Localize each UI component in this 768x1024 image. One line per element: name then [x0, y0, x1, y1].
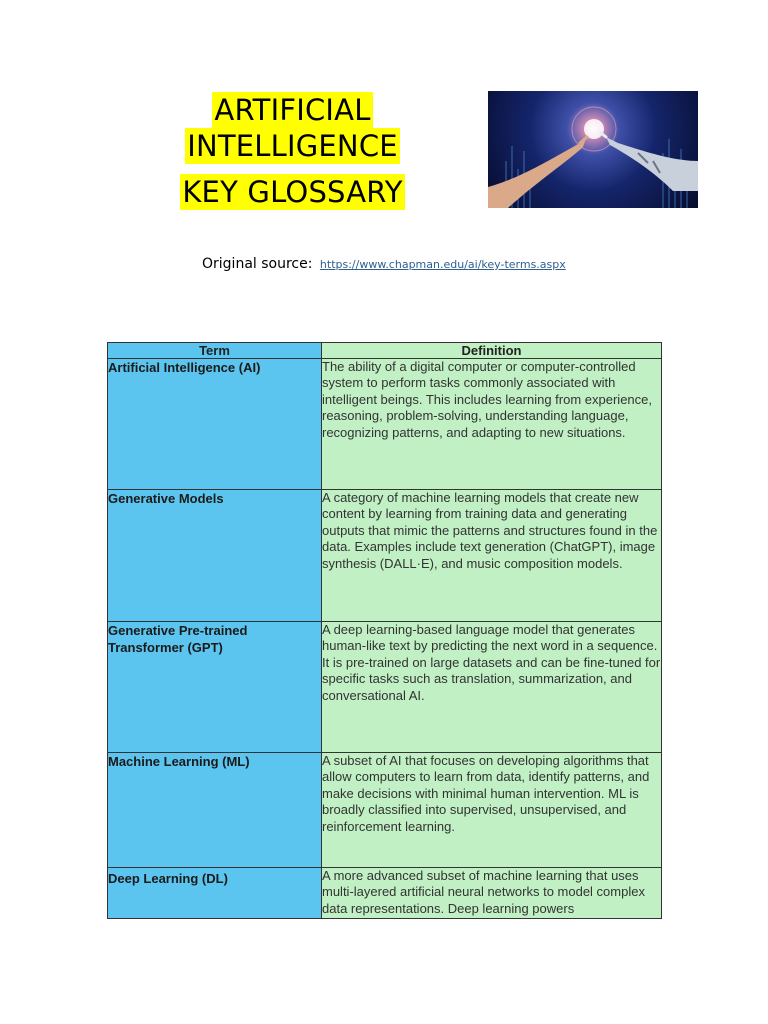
term-cell: Generative Models: [108, 490, 322, 622]
document-title: [150, 88, 435, 210]
definition-cell: A subset of AI that focuses on developing algorithms that allow computers to learn from data, identify patterns, and make decisions with minimal human intervention. ML is broadly classified into supervised, unsupervised, and reinforcement learning.: [322, 753, 662, 868]
table-row: [108, 490, 662, 622]
source-link[interactable]: https://www.chapman.edu/ai/key-terms.aspx: [319, 258, 566, 271]
definition-cell: The ability of a digital computer or computer-controlled system to perform tasks commonly associated with intelligent beings. This includes learning from experience, reasoning, problem-solving, understanding language, recognizing patterns, and adapting to new situations.: [322, 359, 662, 490]
term-cell: Generative Pre-trained Transformer (GPT): [108, 622, 322, 753]
source-label: Original source:: [202, 256, 313, 272]
table-row: [108, 622, 662, 753]
definition-text: A more advanced subset of machine learning that uses multi-layered artificial neural networks to model complex data representations. Deep learning powers: [322, 868, 645, 916]
table-row: [108, 359, 662, 490]
term-column-header: Term: [108, 343, 322, 359]
definition-cell: A deep learning-based language model that generates human-like text by predicting the next word in a sequence. It is pre-trained on large datasets and can be fine-tuned for specific tasks such as translation, summarization, and conversational AI.: [322, 622, 662, 753]
table-row: [108, 868, 662, 919]
term-cell: Deep Learning (DL): [108, 868, 322, 919]
glossary-table: [107, 342, 662, 919]
title-line-2: INTELLIGENCE: [187, 129, 398, 163]
definition-column-header: Definition: [322, 343, 662, 359]
title-line-1: ARTIFICIAL: [214, 93, 371, 127]
definition-cell: A category of machine learning models that create new content by learning from training data and generating outputs that mimic the patterns and structures found in the data. Examples include text generation (ChatGPT), image synthesis (DALL·E), and music composition models.: [322, 490, 662, 622]
table-header-row: [108, 343, 662, 359]
table-row: [108, 753, 662, 868]
robot-and-human-hands-reaching-image: [488, 91, 698, 208]
term-cell: Artificial Intelligence (AI): [108, 359, 322, 490]
source-line: [202, 256, 566, 272]
term-cell: Machine Learning (ML): [108, 753, 322, 868]
title-line-3: KEY GLOSSARY: [182, 175, 403, 209]
definition-cell: [322, 868, 662, 919]
